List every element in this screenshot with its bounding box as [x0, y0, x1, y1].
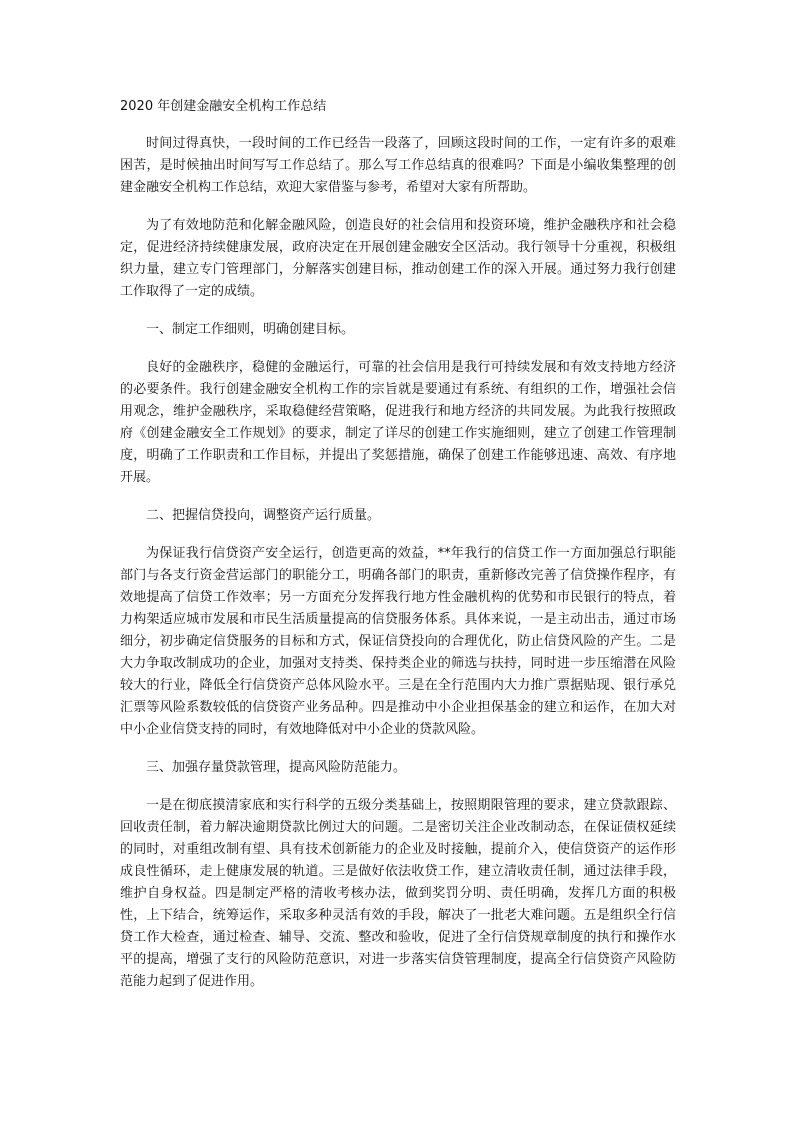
paragraph-4: 一是在彻底摸清家底和实行科学的五级分类基础上，按照期限管理的要求，建立贷款跟踪、回收责任制，着力解决逾期贷款比例过大的问题。二是密切关注企业改制动态，在保证债权延续的同时，对重组改制有望、具有技术创新能力的企业及时接触，提前介入，使信贷资产的运作形成良性循环，走上健康发展的轨道。三是做好依法收贷工作，建立清收责任制，通过法律手段，维护自身权益。四是制定严格的清收考核办法，做到奖罚分明、责任明确，发挥几方面的积极性，上下结合，统筹运作，采取多种灵活有效的手段，解决了一批老大难问题。五是组织全行信贷工作大检查，通过检查、辅导、交流、整改和验收，促进了全行信贷规章制度的执行和操作水平的提高，增强了支行的风险防范意识，对进一步落实信贷管理制度，提高全行信贷资产风险防范能力起到了促进作用。	[120, 798, 676, 989]
section-heading-3: 三、加强存量贷款管理，提高风险防范能力。	[146, 760, 407, 775]
document-body	[120, 96, 676, 1009]
paragraph-1: 为了有效地防范和化解金融风险，创造良好的社会信用和投资环境，维护金融秩序和社会稳定，促进经济持续健康发展，政府决定在开展创建金融安全区活动。我行领导十分重视，积极组织力量，建立专门管理部门，分解落实创建目标，推动创建工作的深入开展。通过努力我行创建工作取得了一定的成绩。	[120, 218, 676, 299]
section-heading-1: 一、制定工作细则，明确创建目标。	[146, 322, 355, 337]
document-title: 2020 年创建金融安全机构工作总结	[120, 99, 327, 114]
paragraph-3: 为保证我行信贷资产安全运行，创造更高的效益，**年我行的信贷工作一方面加强总行职能部门与各支行资金营运部门的职能分工，明确各部门的职责，重新修改完善了信贷操作程序，有效地提高了信贷工作效率；另一方面充分发挥我行地方性金融机构的优势和市民银行的特点，着力构架适应城市发展和市民生活质量提高的信贷服务体系。具体来说，一是主动出击，通过市场细分，初步确定信贷服务的目标和方式，保证信贷投向的合理优化，防止信贷风险的产生。二是大力争取改制成功的企业，加强对支持类、保持类企业的筛选与扶持，同时进一步压缩潜在风险较大的行业，降低全行信贷资产总体风险水平。三是在全行范围内大力推广票据贴现、银行承兑汇票等风险系数较低的信贷资产业务品种。四是推动中小企业担保基金的建立和运作，在加大对中小企业信贷支持的同时，有效地降低对中小企业的贷款风险。	[120, 546, 676, 737]
paragraph-2: 良好的金融秩序，稳健的金融运行，可靠的社会信用是我行可持续发展和有效支持地方经济的必要条件。我行创建金融安全机构工作的宗旨就是要通过有系统、有组织的工作，增强社会信用观念，维护金融秩序，采取稳健经营策略，促进我行和地方经济的共同发展。为此我行按照政府《创建金融安全工作规划》的要求，制定了详尽的创建工作实施细则，建立了创建工作管理制度，明确了工作职责和工作目标，并提出了奖惩措施，确保了创建工作能够迅速、高效、有序地开展。	[120, 360, 676, 485]
section-heading-2: 二、把握信贷投向，调整资产运行质量。	[146, 508, 381, 523]
intro-paragraph: 时间过得真快，一段时间的工作已经告一段落了，回顾这段时间的工作，一定有许多的艰难困苦，是时候抽出时间写写工作总结了。那么写工作总结真的很难吗？下面是小编收集整理的创建金融安全机构工作总结，欢迎大家借鉴与参考，希望对大家有所帮助。	[120, 136, 676, 195]
